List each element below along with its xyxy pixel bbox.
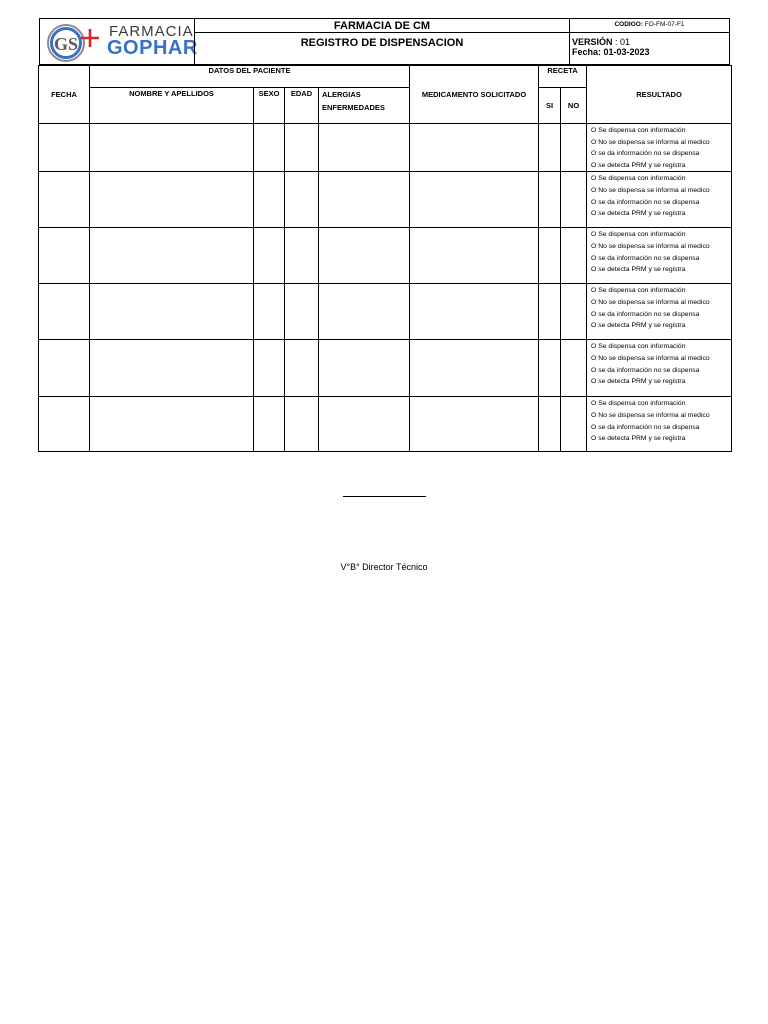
col-medicamento: MEDICAMENTO SOLICITADO xyxy=(410,66,539,124)
cell-nombre[interactable] xyxy=(90,228,254,284)
result-option[interactable]: O Se dispensa con información xyxy=(591,175,686,183)
cell-sexo[interactable] xyxy=(254,172,285,228)
code-label: CODIGO: xyxy=(614,21,643,28)
dispensing-table xyxy=(38,65,732,452)
cell-edad[interactable] xyxy=(285,340,319,397)
cell-resultado xyxy=(587,397,732,452)
table-row xyxy=(39,172,732,228)
group-patient-data: DATOS DEL PACIENTE xyxy=(90,66,410,88)
cell-resultado xyxy=(587,284,732,340)
cell-nombre[interactable] xyxy=(90,397,254,452)
cell-sexo[interactable] xyxy=(254,228,285,284)
table-row xyxy=(39,124,732,172)
signature-line xyxy=(343,496,426,497)
result-option[interactable]: O se detecta PRM y se registra xyxy=(591,322,686,330)
cell-no[interactable] xyxy=(561,124,587,172)
table-row xyxy=(39,340,732,397)
cell-alergias[interactable] xyxy=(319,284,410,340)
cell-medicamento[interactable] xyxy=(410,397,539,452)
result-option[interactable]: O Se dispensa con información xyxy=(591,343,686,351)
result-option[interactable]: O Se dispensa con información xyxy=(591,127,686,134)
result-option[interactable]: O se da información no se dispensa xyxy=(591,150,700,158)
col-alergias-line1: ALERGIAS xyxy=(322,90,361,99)
version-label: VERSIÓN xyxy=(572,37,613,47)
cell-fecha[interactable] xyxy=(39,397,90,452)
result-option[interactable]: O se detecta PRM y se registra xyxy=(591,435,686,443)
logo-line1: FARMACIA xyxy=(109,23,194,40)
result-option[interactable]: O se detecta PRM y se registra xyxy=(591,161,686,169)
cell-nombre[interactable] xyxy=(90,172,254,228)
result-option[interactable]: O se da información no se dispensa xyxy=(591,366,700,374)
col-si: SI xyxy=(539,88,561,124)
cell-alergias[interactable] xyxy=(319,172,410,228)
logo-box xyxy=(39,18,198,65)
cell-alergias[interactable] xyxy=(319,397,410,452)
cell-alergias[interactable] xyxy=(319,124,410,172)
result-option[interactable]: O Se dispensa con información xyxy=(591,400,686,408)
table-row xyxy=(39,228,732,284)
cell-resultado xyxy=(587,172,732,228)
cell-si[interactable] xyxy=(539,124,561,172)
result-option[interactable]: O No se dispensa se informa al medico xyxy=(591,186,710,194)
cell-edad[interactable] xyxy=(285,397,319,452)
cell-medicamento[interactable] xyxy=(410,124,539,172)
form-title: FARMACIA DE CM xyxy=(194,18,570,33)
result-option[interactable]: O No se dispensa se informa al medico xyxy=(591,242,710,250)
col-fecha: FECHA xyxy=(39,66,90,124)
cell-si[interactable] xyxy=(539,172,561,228)
logo-line2: GOPHAR xyxy=(107,37,198,59)
monogram-text: GS xyxy=(53,34,79,54)
result-option[interactable]: O No se dispensa se informa al medico xyxy=(591,354,710,362)
result-option[interactable]: O se detecta PRM y se registra xyxy=(591,378,686,386)
cell-sexo[interactable] xyxy=(254,340,285,397)
col-nombre: NOMBRE Y APELLIDOS xyxy=(90,88,254,124)
result-option[interactable]: O Se dispensa con información xyxy=(591,231,686,239)
cell-resultado xyxy=(587,124,732,172)
cell-nombre[interactable] xyxy=(90,340,254,397)
cell-edad[interactable] xyxy=(285,284,319,340)
col-no: NO xyxy=(561,88,587,124)
cell-resultado xyxy=(587,228,732,284)
cell-fecha[interactable] xyxy=(39,124,90,172)
result-option[interactable]: O No se dispensa se informa al medico xyxy=(591,138,710,146)
cell-sexo[interactable] xyxy=(254,397,285,452)
group-receta: RECETA xyxy=(539,66,587,88)
cell-si[interactable] xyxy=(539,228,561,284)
cell-medicamento[interactable] xyxy=(410,284,539,340)
result-option[interactable]: O se da información no se dispensa xyxy=(591,423,700,431)
signature-label: V°B° Director Técnico xyxy=(340,562,428,572)
version-value: : 01 xyxy=(612,37,631,47)
cell-resultado xyxy=(587,340,732,397)
cell-edad[interactable] xyxy=(285,124,319,172)
cell-edad[interactable] xyxy=(285,172,319,228)
pharmacy-logo xyxy=(46,21,198,64)
gs-monogram-icon xyxy=(46,21,106,64)
result-option[interactable]: O se detecta PRM y se registra xyxy=(591,266,686,274)
cell-alergias[interactable] xyxy=(319,340,410,397)
cell-no[interactable] xyxy=(561,397,587,452)
cell-fecha[interactable] xyxy=(39,340,90,397)
form-code xyxy=(569,18,730,33)
table-row xyxy=(39,397,732,452)
cell-si[interactable] xyxy=(539,340,561,397)
result-option[interactable]: O Se dispensa con información xyxy=(591,287,686,295)
cell-fecha[interactable] xyxy=(39,228,90,284)
col-edad: EDAD xyxy=(285,88,319,124)
col-alergias-line2: ENFERMEDADES xyxy=(322,103,385,112)
cell-sexo[interactable] xyxy=(254,124,285,172)
cell-no[interactable] xyxy=(561,172,587,228)
result-option[interactable]: O se da información no se dispensa xyxy=(591,310,700,318)
cell-no[interactable] xyxy=(561,228,587,284)
result-option[interactable]: O No se dispensa se informa al medico xyxy=(591,411,710,419)
result-option[interactable]: O No se dispensa se informa al medico xyxy=(591,298,710,306)
cell-medicamento[interactable] xyxy=(410,228,539,284)
col-alergias xyxy=(319,88,410,124)
cell-nombre[interactable] xyxy=(90,124,254,172)
result-option[interactable]: O se da información no se dispensa xyxy=(591,198,700,206)
cell-alergias[interactable] xyxy=(319,228,410,284)
result-option[interactable]: O se detecta PRM y se registra xyxy=(591,210,686,218)
form-header xyxy=(39,18,730,65)
cell-medicamento[interactable] xyxy=(410,340,539,397)
col-sexo: SEXO xyxy=(254,88,285,124)
form-subtitle: REGISTRO DE DISPENSACION xyxy=(194,32,570,65)
cell-fecha[interactable] xyxy=(39,284,90,340)
result-option[interactable]: O se da información no se dispensa xyxy=(591,254,700,262)
cell-medicamento[interactable] xyxy=(410,172,539,228)
cell-sexo[interactable] xyxy=(254,284,285,340)
col-resultado: RESULTADO xyxy=(587,66,732,124)
cell-no[interactable] xyxy=(561,340,587,397)
cell-edad[interactable] xyxy=(285,228,319,284)
cell-no[interactable] xyxy=(561,284,587,340)
version-box xyxy=(569,32,730,65)
table-row xyxy=(39,284,732,340)
cell-si[interactable] xyxy=(539,397,561,452)
cell-si[interactable] xyxy=(539,284,561,340)
code-value: FO-FM-07-F1 xyxy=(643,21,685,28)
cell-nombre[interactable] xyxy=(90,284,254,340)
cell-fecha[interactable] xyxy=(39,172,90,228)
version-date: Fecha: 01-03-2023 xyxy=(572,47,650,57)
